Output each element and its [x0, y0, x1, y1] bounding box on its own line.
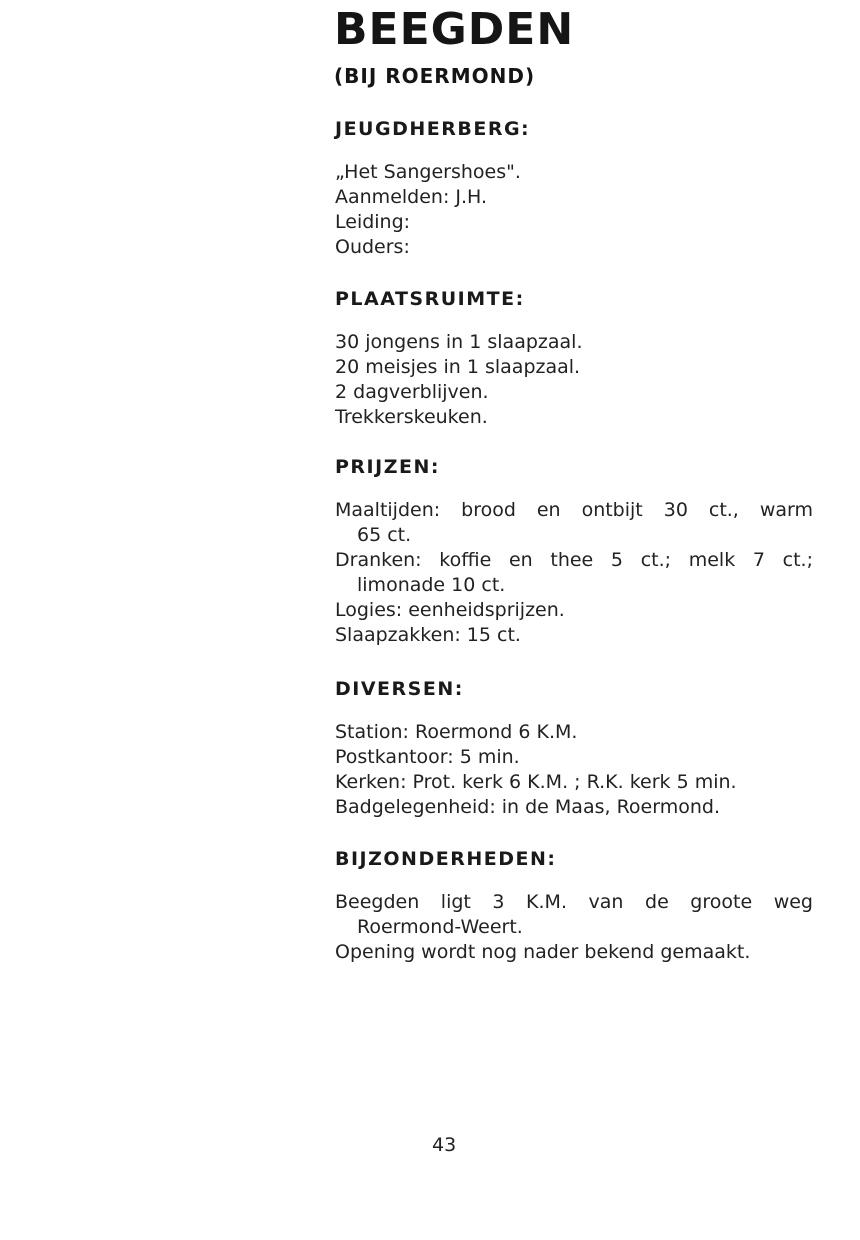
info-bathing: Badgelegenheid: in de Maas, Roermond. [335, 796, 720, 818]
price-sleeping-bags: Slaapzakken: 15 ct. [335, 624, 521, 646]
info-post-office: Postkantoor: 5 min. [335, 746, 520, 768]
day-rooms: 2 dagverblijven. [335, 381, 489, 403]
section-prijzen [335, 498, 813, 648]
section-heading-diversen: DIVERSEN: [335, 678, 464, 700]
price-meals: Maaltijden: brood en ontbijt 30 ct., warm [335, 499, 813, 521]
price-lodging: Logies: eenheidsprijzen. [335, 599, 565, 621]
section-heading-plaatsruimte: PLAATSRUIMTE: [335, 288, 525, 310]
page-number: 43 [432, 1134, 457, 1156]
info-station: Station: Roermond 6 K.M. [335, 721, 578, 743]
price-drinks: Dranken: koffie en thee 5 ct.; melk 7 ct.; [335, 549, 813, 571]
price-meals-continued: 65 ct. [357, 524, 412, 546]
capacity-boys: 30 jongens in 1 slaapzaal. [335, 331, 583, 353]
hostel-name: „Het Sangershoes". [335, 161, 521, 183]
management-line: Leiding: [335, 211, 411, 233]
section-bijzonderheden [335, 890, 813, 965]
capacity-girls: 20 meisjes in 1 slaapzaal. [335, 356, 581, 378]
section-diversen [335, 720, 813, 820]
section-heading-bijzonderheden: BIJZONDERHEDEN: [335, 848, 557, 870]
registration-line: Aanmelden: J.H. [335, 186, 488, 208]
hikers-kitchen: Trekkerskeuken. [335, 406, 488, 428]
section-plaatsruimte [335, 330, 813, 430]
page-title: BEEGDEN [334, 4, 575, 55]
section-heading-jeugdherberg: JEUGDHERBERG: [335, 118, 531, 140]
page-subtitle: (BIJ ROERMOND) [334, 64, 536, 88]
info-churches: Kerken: Prot. kerk 6 K.M. ; R.K. kerk 5 min. [335, 771, 737, 793]
section-jeugdherberg [335, 160, 813, 260]
price-drinks-continued: limonade 10 ct. [357, 574, 506, 596]
section-heading-prijzen: PRIJZEN: [335, 456, 440, 478]
detail-location-continued: Roermond-Weert. [357, 916, 523, 938]
wardens-line: Ouders: [335, 236, 410, 258]
detail-location: Beegden ligt 3 K.M. van de groote weg [335, 891, 813, 913]
detail-opening: Opening wordt nog nader bekend gemaakt. [335, 941, 751, 963]
